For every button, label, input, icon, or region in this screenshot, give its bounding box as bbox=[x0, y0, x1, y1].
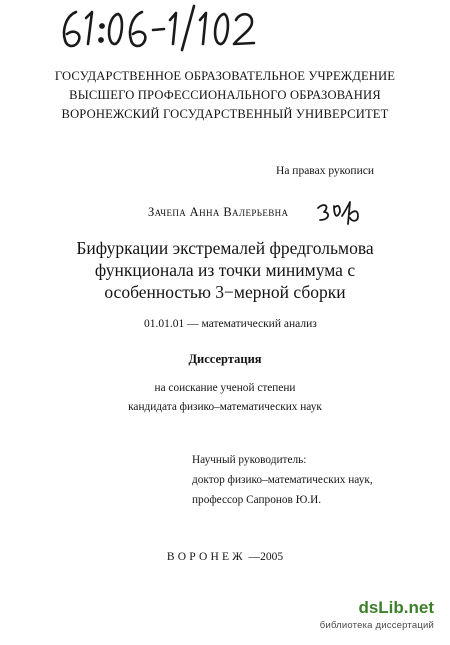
author-name: Зачепа Анна Валерьевна bbox=[148, 205, 289, 219]
year: 2005 bbox=[260, 551, 284, 563]
advisor-name: профессор Сапронов Ю.И. bbox=[192, 494, 322, 506]
advisor-degree: доктор физико–математических наук, bbox=[192, 474, 373, 486]
author-signature bbox=[314, 198, 362, 228]
specialty-code: 01.01.01 — математический анализ bbox=[144, 318, 317, 330]
title-line-1: Бифуркации экстремалей фредгольмова bbox=[76, 238, 374, 258]
dissertation-title bbox=[15, 237, 435, 303]
scientific-advisor bbox=[192, 450, 373, 510]
institution-line-3: ВОРОНЕЖСКИЙ ГОСУДАРСТВЕННЫЙ УНИВЕРСИТЕТ bbox=[61, 107, 389, 121]
handwritten-code-drawing bbox=[58, 2, 258, 54]
title-line-3: особенностью 3−мерной сборки bbox=[104, 282, 346, 302]
author-row bbox=[148, 198, 408, 230]
year-separator: — bbox=[248, 551, 261, 563]
document-type: Диссертация bbox=[188, 352, 262, 366]
institution-line-2: ВЫСШЕГО ПРОФЕССИОНАЛЬНОГО ОБРАЗОВАНИЯ bbox=[69, 88, 381, 102]
title-line-2: функционала из точки минимума с bbox=[94, 260, 356, 280]
city-year bbox=[0, 551, 450, 563]
advisor-heading: Научный руководитель: bbox=[192, 454, 307, 466]
degree-line-1: на соискание ученой степени bbox=[154, 382, 296, 394]
degree-line-2: кандидата физико–математических наук bbox=[128, 401, 322, 413]
degree-statement bbox=[0, 379, 450, 417]
watermark-logo: dsLib.net bbox=[358, 598, 434, 617]
city: ВОРОНЕЖ bbox=[166, 551, 246, 563]
handwritten-archive-code bbox=[58, 2, 258, 54]
institution-line-1: ГОСУДАРСТВЕННОЕ ОБРАЗОВАТЕЛЬНОЕ УЧРЕЖДЕНИЕ bbox=[54, 69, 396, 83]
watermark bbox=[292, 598, 442, 638]
institution-header bbox=[10, 67, 440, 124]
rights-note: На правах рукописи bbox=[276, 165, 374, 177]
watermark-subtitle: библиотека диссертаций bbox=[319, 620, 434, 631]
